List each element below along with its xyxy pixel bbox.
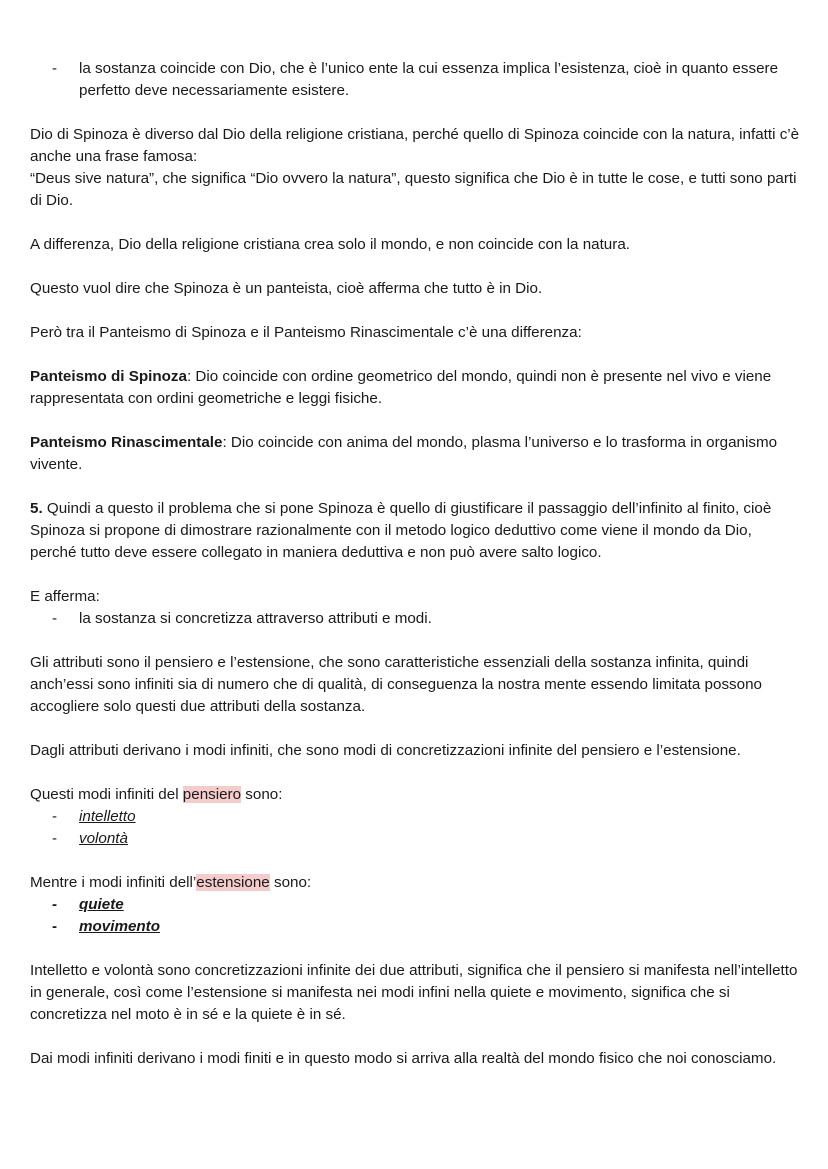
- paragraph-difference: Però tra il Panteismo di Spinoza e il Panteismo Rinascimentale c’è una differenza:: [30, 324, 582, 341]
- paragraph-intellect-will: Intelletto e volontà sono concretizzazioni infinite dei due attributi, significa che il pensiero si manifesta nell’intelletto in generale, così come l’estensione si manifesta nei modi infini nella quiete e movimento, significa che si concretizza nel moto è in sé e la quiete è in sé.: [30, 962, 798, 1023]
- paragraph-pantheism-renaissance: [30, 432, 800, 476]
- highlighted-word: estensione: [196, 874, 270, 891]
- paragraph-attributes: Gli attributi sono il pensiero e l’estensione, che sono caratteristiche essenziali della sostanza infinita, quindi anch’essi sono infiniti sia di numero che di qualità, di conseguenza la nostra mente essendo limitata possono accogliere solo questi due attributi della sostanza.: [30, 654, 762, 715]
- paragraph-afferma-lead: E afferma:: [30, 588, 100, 605]
- list-item: [30, 916, 800, 938]
- list-bullet: -: [52, 610, 58, 627]
- list-item-text: intelletto: [79, 808, 136, 825]
- paragraph-text: Mentre i modi infiniti dell’: [30, 874, 197, 891]
- paragraph-quote: “Deus sive natura”, che significa “Dio ovvero la natura”, questo significa che Dio è in tutte le cose, e tutti sono parti di Dio.: [30, 170, 797, 209]
- term-heading: Panteismo Rinascimentale: [30, 434, 223, 451]
- section-number: 5.: [30, 500, 43, 517]
- list-bullet: -: [52, 808, 58, 825]
- paragraph-text: sono:: [241, 786, 283, 803]
- paragraph-spinoza-god: [30, 124, 800, 212]
- thought-modes-list: [30, 806, 800, 850]
- term-heading: Panteismo di Spinoza: [30, 368, 187, 385]
- list-bullet: -: [52, 896, 58, 913]
- list-item: [30, 58, 800, 102]
- list-item-text: quiete: [79, 896, 124, 913]
- paragraph-finite-modes: Dai modi infiniti derivano i modi finiti e in questo modo si arriva alla realtà del mondo fisico che noi conosciamo.: [30, 1050, 777, 1067]
- paragraph-thought-modes: [30, 784, 800, 806]
- paragraph-pantheist: Questo vuol dire che Spinoza è un panteista, cioè afferma che tutto è in Dio.: [30, 280, 543, 297]
- list-item-text: la sostanza si concretizza attraverso attributi e modi.: [79, 610, 432, 627]
- list-bullet: -: [52, 60, 58, 77]
- list-item: [30, 828, 800, 850]
- list-item: [30, 894, 800, 916]
- paragraph-extension-modes: [30, 872, 800, 894]
- document-page: [30, 58, 800, 1070]
- list-item: [30, 608, 800, 630]
- paragraph-section-5: [30, 498, 800, 564]
- term-definition: : Dio coincide con ordine geometrico del mondo, quindi non è presente nel vivo e viene rappresentata con ordini geometriche e leggi fisiche.: [30, 368, 772, 407]
- paragraph-text: sono:: [269, 874, 312, 891]
- highlighted-word: pensiero: [182, 786, 242, 803]
- list-bullet: -: [52, 830, 58, 847]
- list-bullet: -: [52, 918, 58, 935]
- extension-modes-list: [30, 894, 800, 938]
- list-item-text: movimento: [79, 918, 161, 935]
- paragraph-text: Quindi a questo il problema che si pone Spinoza è quello di giustificare il passaggio dell’infinito al finito, cioè Spinoza si propone di dimostrare razionalmente con il metodo logico deduttivo come viene il mondo da Dio, perché tutto deve essere collegato in maniera deduttiva e non può avere salto logico.: [30, 500, 772, 561]
- paragraph-christian-god: A differenza, Dio della religione cristiana crea solo il mondo, e non coincide con la natura.: [30, 236, 630, 253]
- paragraph-infinite-modes: Dagli attributi derivano i modi infiniti, che sono modi di concretizzazioni infinite del pensiero e l’estensione.: [30, 742, 741, 759]
- intro-list: [30, 58, 800, 102]
- list-item-text: la sostanza coincide con Dio, che è l’unico ente la cui essenza implica l’esistenza, cioè in quanto essere perfetto deve necessariamente esistere.: [79, 60, 779, 99]
- paragraph-pantheism-spinoza: [30, 366, 800, 410]
- afferma-list: [30, 608, 800, 630]
- term-definition: : Dio coincide con anima del mondo, plasma l’universo e lo trasforma in organismo vivente.: [30, 434, 778, 473]
- paragraph-text: Dio di Spinoza è diverso dal Dio della religione cristiana, perché quello di Spinoza coincide con la natura, infatti c’è anche una frase famosa:: [30, 126, 800, 165]
- list-item: [30, 806, 800, 828]
- paragraph-text: Questi modi infiniti del: [30, 786, 183, 803]
- list-item-text: volontà: [79, 830, 128, 847]
